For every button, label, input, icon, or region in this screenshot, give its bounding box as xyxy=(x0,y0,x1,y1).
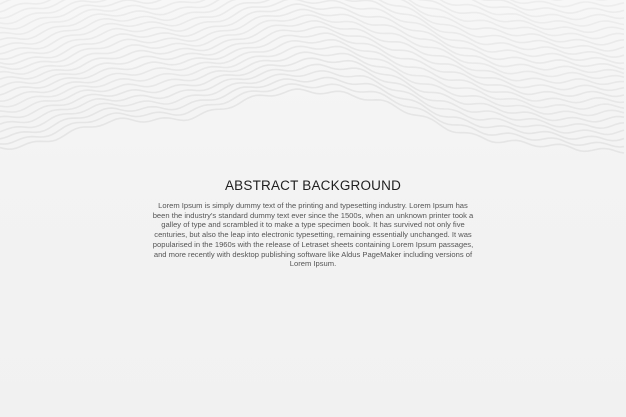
wave-line xyxy=(0,84,624,147)
wave-line xyxy=(0,15,624,78)
body-paragraph: Lorem Ipsum is simply dummy text of the printing and typesetting industry. Lorem Ipsum has been the industry's standard dummy text ever since the 1500s, when an unknown printer took a galley of type and scrambled it to make a type specimen book. It has survived not only five centuries, but also the leap into electronic typesetting, remaining essentially unchanged. It was popularised in the 1960s with the release of Letraset sheets containing Lorem Ipsum passages, and more recently with desktop publishing software like Aldus PageMaker including versions of Lorem Ipsum. xyxy=(152,201,474,269)
text-block xyxy=(150,178,476,269)
wave-pattern xyxy=(0,0,626,200)
heading: ABSTRACT BACKGROUND xyxy=(224,178,402,193)
wave-line xyxy=(0,64,624,128)
